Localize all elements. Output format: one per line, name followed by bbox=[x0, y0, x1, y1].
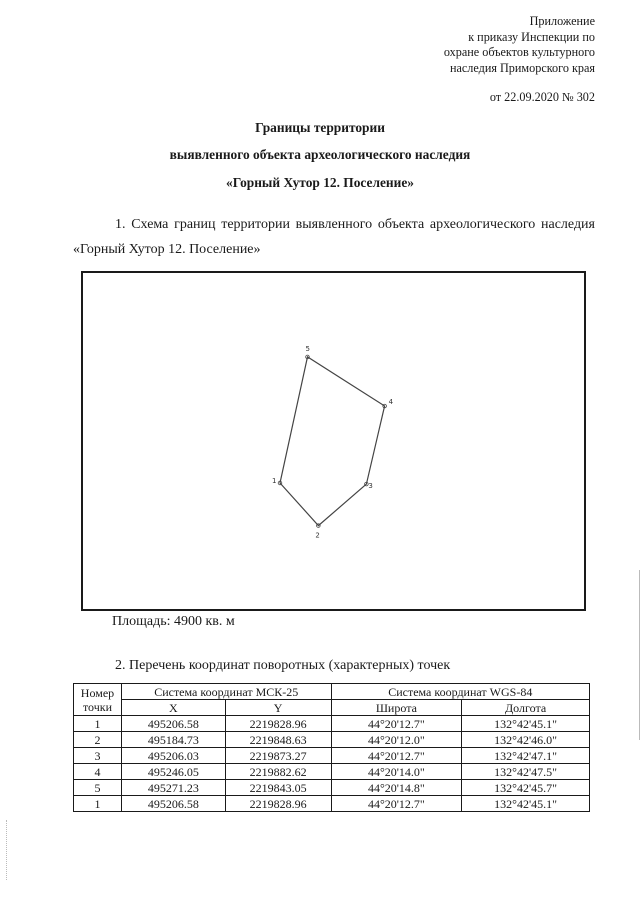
appendix-line: к приказу Инспекции по bbox=[468, 29, 595, 44]
header-y: Y bbox=[225, 700, 331, 716]
appendix-line: наследия Приморского края bbox=[449, 60, 595, 75]
cell-x: 495206.03 bbox=[121, 748, 225, 764]
cell-y: 2219873.27 bbox=[225, 748, 331, 764]
appendix-block bbox=[444, 14, 595, 76]
cell-longitude: 132°42'47.1" bbox=[462, 748, 590, 764]
cell-longitude: 132°42'45.1" bbox=[462, 716, 590, 732]
table-header-row bbox=[74, 684, 590, 700]
cell-x: 495271.23 bbox=[121, 780, 225, 796]
cell-y: 2219828.96 bbox=[225, 796, 331, 812]
header-wgs84: Система координат WGS-84 bbox=[331, 684, 589, 700]
cell-latitude: 44°20'12.0" bbox=[331, 732, 462, 748]
cell-number: 3 bbox=[74, 748, 122, 764]
table-row bbox=[74, 780, 590, 796]
header-longitude: Долгота bbox=[462, 700, 590, 716]
vertex-label: 5 bbox=[305, 344, 310, 353]
vertex-label: 2 bbox=[315, 531, 320, 540]
table-row bbox=[74, 796, 590, 812]
cell-latitude: 44°20'12.7" bbox=[331, 796, 462, 812]
cell-longitude: 132°42'45.1" bbox=[462, 796, 590, 812]
cell-x: 495184.73 bbox=[121, 732, 225, 748]
cell-number: 1 bbox=[74, 796, 122, 812]
title-line-3: «Горный Хутор 12. Поселение» bbox=[226, 175, 414, 190]
cell-x: 495206.58 bbox=[121, 716, 225, 732]
vertex-label: 1 bbox=[272, 477, 277, 485]
table-subheader-row bbox=[74, 700, 590, 716]
appendix-line: охране объектов культурного bbox=[443, 45, 595, 59]
cell-y: 2219828.96 bbox=[225, 716, 331, 732]
cell-y: 2219882.62 bbox=[225, 764, 331, 780]
cell-number: 4 bbox=[74, 764, 122, 780]
header-latitude: Широта bbox=[331, 700, 462, 716]
cell-number: 2 bbox=[74, 732, 122, 748]
cell-latitude: 44°20'14.8" bbox=[331, 780, 462, 796]
vertex-label: 3 bbox=[368, 482, 373, 491]
title-line-2: выявленного объекта археологического наследия bbox=[169, 147, 471, 162]
boundary-scheme-drawing bbox=[83, 273, 584, 609]
cell-x: 495246.05 bbox=[121, 764, 225, 780]
cell-longitude: 132°42'46.0" bbox=[462, 732, 590, 748]
vertex-label: 4 bbox=[388, 398, 394, 407]
cell-x: 495206.58 bbox=[121, 796, 225, 812]
cell-longitude: 132°42'45.7" bbox=[462, 780, 590, 796]
appendix-line: Приложение bbox=[529, 14, 595, 28]
cell-y: 2219848.63 bbox=[225, 732, 331, 748]
order-date: от 22.09.2020 № 302 bbox=[489, 90, 595, 104]
header-point-number: Номер точки bbox=[74, 684, 122, 716]
boundary-scheme bbox=[81, 271, 586, 611]
table-row bbox=[74, 716, 590, 732]
table-row bbox=[74, 732, 590, 748]
header-msk25: Система координат МСК-25 bbox=[121, 684, 331, 700]
cell-latitude: 44°20'14.0" bbox=[331, 764, 462, 780]
cell-latitude: 44°20'12.7" bbox=[331, 716, 462, 732]
cell-number: 1 bbox=[74, 716, 122, 732]
coordinates-table bbox=[73, 683, 590, 812]
cell-y: 2219843.05 bbox=[225, 780, 331, 796]
cell-latitude: 44°20'12.7" bbox=[331, 748, 462, 764]
title-line-1: Границы территории bbox=[255, 120, 385, 135]
scan-margin-mark bbox=[6, 820, 8, 880]
section-2-heading: 2. Перечень координат поворотных (характерных) точек bbox=[115, 658, 451, 673]
table-row bbox=[74, 764, 590, 780]
table-row bbox=[74, 748, 590, 764]
boundary-polygon bbox=[280, 357, 385, 526]
cell-longitude: 132°42'47.5" bbox=[462, 764, 590, 780]
cell-number: 5 bbox=[74, 780, 122, 796]
section-1-heading: 1. Схема границ территории выявленного объекта археологического наследия «Горный Хутор 12. Поселение» bbox=[73, 217, 595, 257]
header-x: X bbox=[121, 700, 225, 716]
area-text: Площадь: 4900 кв. м bbox=[112, 614, 235, 629]
